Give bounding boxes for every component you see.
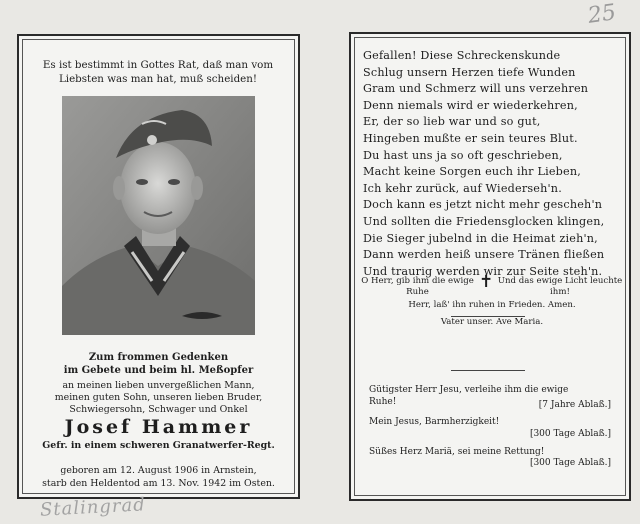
memorial-line-2: im Gebete und beim hl. Meßopfer bbox=[63, 365, 254, 376]
poem-line: Dann werden heiß unsere Tränen fließen bbox=[363, 248, 605, 262]
cross-icon: ✝ bbox=[479, 272, 494, 292]
soldier-portrait-photo bbox=[62, 96, 255, 335]
poem-line: Ich kehr zurück, auf Wiederseh'n. bbox=[363, 181, 562, 195]
memorial-card-left bbox=[17, 34, 300, 499]
indulgence-1-line-1: Gütigster Herr Jesu, verleihe ihm die ewige bbox=[369, 385, 569, 395]
poem-line: Und traurig werden wir zur Seite steh'n. bbox=[363, 264, 603, 278]
indulgence-3: Süßes Herz Mariä, sei meine Rettung! bbox=[369, 447, 545, 457]
poem-line: Gefallen! Diese Schreckenskunde bbox=[363, 49, 561, 62]
poem-line: Gram und Schmerz will uns verzehren bbox=[363, 82, 589, 96]
poem-line: Und sollten die Friedensglocken klingen, bbox=[363, 214, 605, 228]
indulgence-3-ablass: [300 Tage Ablaß.] bbox=[529, 458, 611, 468]
memorial-line-3: an meinen lieben unvergeßlichen Mann, bbox=[62, 380, 255, 391]
death-line: starb den Heldentod am 13. Nov. 1942 im Osten. bbox=[42, 478, 275, 489]
poem-line: Hingeben mußte er sein teures Blut. bbox=[363, 131, 578, 145]
poem-line: Macht keine Sorgen euch ihr Lieben, bbox=[363, 165, 582, 179]
memorial-line-1: Zum frommen Gedenken bbox=[88, 352, 229, 363]
memorial-poem bbox=[363, 48, 623, 280]
indulgence-1-line-2: Ruhe! bbox=[369, 397, 397, 407]
pencil-handwritten-note: Stalingrad bbox=[39, 494, 147, 521]
memorial-card-right bbox=[349, 32, 631, 501]
deceased-name: Josef Hammer bbox=[64, 416, 253, 438]
memorial-line-4: meinen guten Sohn, unseren lieben Bruder, bbox=[54, 392, 263, 403]
poem-line: Denn niemals wird er wiederkehren, bbox=[363, 98, 578, 112]
epigraph bbox=[29, 58, 287, 86]
pencil-number-annotation: 25 bbox=[586, 0, 618, 29]
poem-line: Du hast uns ja so oft geschrieben, bbox=[363, 148, 563, 162]
poem-line: Schlug unsern Herzen tiefe Wunden bbox=[363, 65, 576, 79]
epigraph-line-1: Es ist bestimmt in Gottes Rat, daß man vom bbox=[42, 59, 274, 71]
prayer-right: Und das ewige Licht leuchte ihm! bbox=[497, 276, 623, 297]
rank-unit: Gefr. in einem schweren Granatwerfer-Regt. bbox=[42, 440, 275, 451]
birth-line: geboren am 12. August 1906 in Arnstein, bbox=[60, 465, 257, 476]
poem-line: Doch kann es jetzt nicht mehr gescheh'n bbox=[363, 198, 603, 212]
memorial-line-5: Schwiegersohn, Schwager und Onkel bbox=[69, 404, 248, 415]
poem-line: Die Sieger jubelnd in die Heimat zieh'n, bbox=[363, 231, 598, 245]
divider bbox=[451, 316, 525, 317]
epigraph-line-2: Liebsten was man hat, muß scheiden! bbox=[58, 73, 258, 85]
prayer-left: O Herr, gib ihm die ewige Ruhe bbox=[361, 276, 474, 297]
prayer-line-3: Herr, laß' ihn ruhen in Frieden. Amen. bbox=[408, 300, 576, 310]
poem-line: Er, der so lieb war und so gut, bbox=[363, 115, 541, 129]
indulgence-2: Mein Jesus, Barmherzigkeit! bbox=[369, 417, 500, 427]
indulgence-1-ablass: [7 Jahre Ablaß.] bbox=[538, 400, 611, 410]
divider bbox=[451, 370, 525, 371]
prayer-line-4: Vater unser. Ave Maria. bbox=[440, 317, 544, 327]
indulgence-2-ablass: [300 Tage Ablaß.] bbox=[529, 429, 611, 439]
